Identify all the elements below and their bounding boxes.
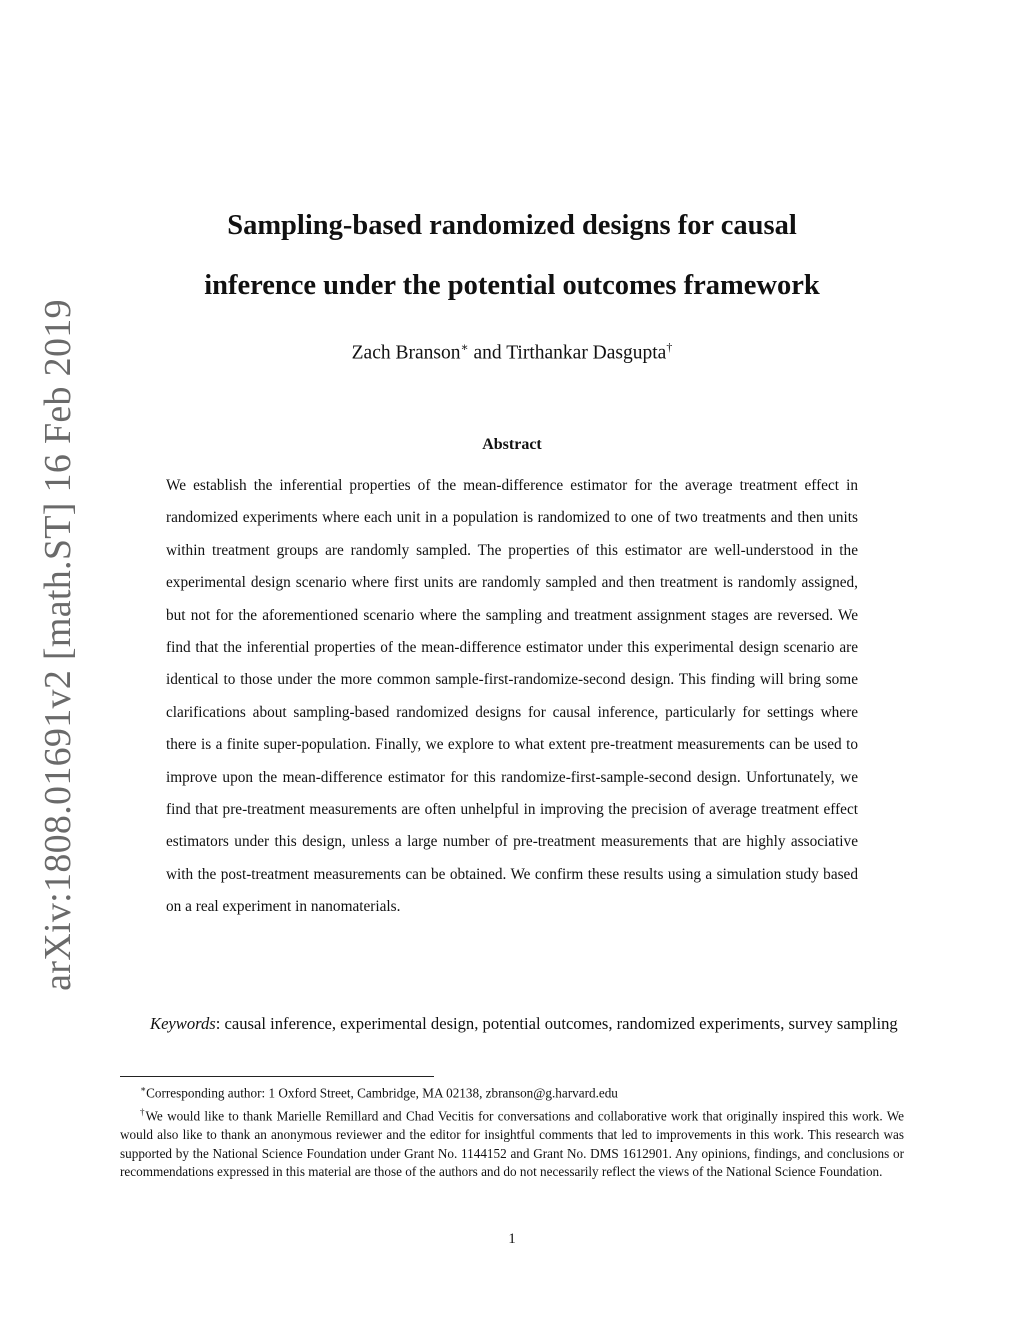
footnote-marker: † [666,340,673,354]
keywords-label: Keywords [150,1014,216,1033]
footnote-marker: † [140,1106,146,1117]
title-line-1: Sampling-based randomized designs for causal [227,210,797,241]
keywords-text: : causal inference, experimental design, potential outcomes, randomized experiments, survey sampling [215,1014,898,1033]
footnote-marker: ∗ [140,1084,147,1094]
title-line-2: inference under the potential outcomes framework [204,270,820,301]
paper-title [120,196,904,316]
abstract-heading: Abstract [482,436,542,453]
abstract-text: We establish the inferential properties of the mean-difference estimator for the average treatment effect in randomized experiments where each unit in a population is randomized to one of two treatments and then units within treatment groups are randomly sampled. The properties of this estimator are well-understood in the experimental design scenario where first units are randomly sampled and then treatment is randomly assigned, but not for the aforementioned scenario where the sampling and treatment assignment stages are reversed. We find that the inferential properties of the mean-difference estimator under this experimental design scenario are identical to those under the more common sample-first-randomize-second design. This finding will bring some clarifications about sampling-based randomized designs for causal inference, particularly for settings where there is a finite super-population. Finally, we explore to what extent pre-treatment measurements can be used to improve upon the mean-difference estimator for this randomize-first-sample-second design. Unfortunately, we find that pre-treatment measurements are often unhelpful in improving the precision of average treatment effect estimators under this design, unless a large number of pre-treatment measurements that are highly associative with the post-treatment measurements can be obtained. We confirm these results using a simulation study based on a real experiment in nanomaterials. [166,477,858,916]
author-name: Tirthankar Dasgupta [506,342,667,364]
footnote-marker: ∗ [460,340,469,354]
footnote-divider [120,1076,434,1077]
footnote [120,1103,904,1182]
keywords-paragraph [120,1006,904,1042]
arxiv-identifier-stamp: arXiv:1808.01691v2 [math.ST] 16 Feb 2019 [37,299,79,991]
footnote [120,1080,904,1103]
author-list [120,340,904,365]
footnote-text: We would like to thank Marielle Remillard and Chad Vecitis for conversations and collaborative work that originally inspired this work. We would also like to thank an anonymous reviewer and the editor for insightful comments that led to improvements in this work. This research was supported by the National Science Foundation under Grant No. 1144152 and Grant No. DMS 1612901. Any opinions, findings, and conclusions or recommendations expressed in this material are those of the authors and do not necessarily reflect the views of the National Science Foundation. [120,1108,905,1180]
author-name: Zach Branson [351,342,461,364]
page-number: 1 [508,1231,516,1247]
author-connector: and [468,342,507,364]
footnote-text: Corresponding author: 1 Oxford Street, Cambridge, MA 02138, zbranson@g.harvard.edu [146,1085,618,1101]
footnotes [120,1080,904,1182]
